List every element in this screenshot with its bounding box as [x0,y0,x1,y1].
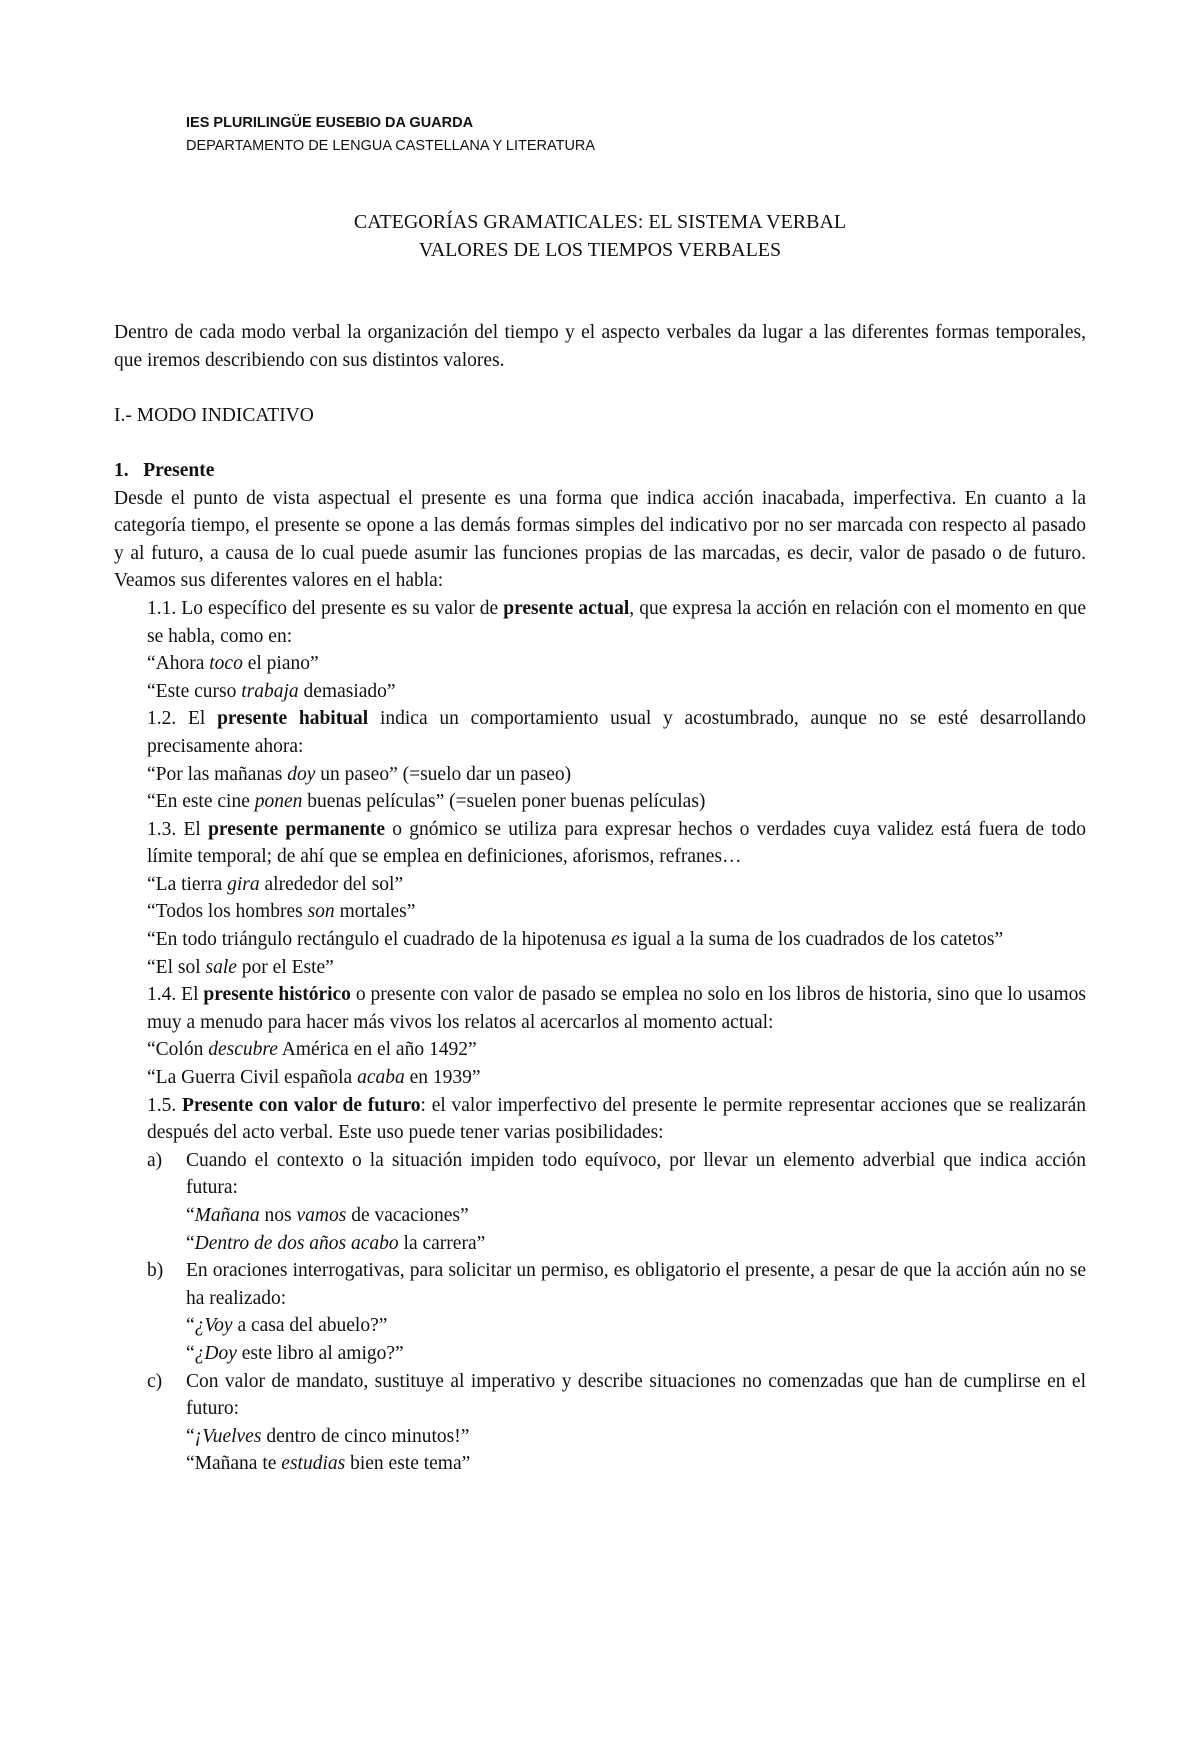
list-item [114,1147,1086,1202]
list-item [114,1257,1086,1312]
example: “El sol sale por el Este” [147,956,334,978]
example: “En este cine ponen buenas películas” (=suelen poner buenas películas) [147,791,706,813]
list-item-label: b) [147,1260,164,1282]
list-item-text: Cuando el contexto o la situación impiden todo equívoco, por llevar un elemento adverbial que indica acción futura: [186,1149,1086,1199]
term-presente-habitual: presente habitual [217,708,369,730]
subsection-heading [114,457,1086,485]
list-item-text: Con valor de mandato, sustituye al imperativo y describe situaciones no comenzadas que han de cumplirse en el futuro: [186,1370,1086,1420]
intro-paragraph: Dentro de cada modo verbal la organización del tiempo y el aspecto verbales da lugar a las diferentes formas temporales, que iremos describiendo con sus distintos valores. [114,322,1086,371]
presente-intro: Desde el punto de vista aspectual el presente es una forma que indica acción inacabada, imperfectiva. En cuanto a la categoría tiempo, el presente se opone a las demás formas simples del indicativo por no ser marcada con respecto al pasado y al futuro, a causa de lo cual puede asumir las funciones propias de las marcadas, es decir, valor de pasado o de futuro. Veamos sus diferentes valores en el habla: [114,487,1086,592]
title-line-1: CATEGORÍAS GRAMATICALES: EL SISTEMA VERBAL [353,211,847,233]
example: “Por las mañanas doy un paseo” (=suelo dar un paseo) [147,763,572,785]
example: “Mañana te estudias bien este tema” [186,1453,471,1475]
subsection-title: Presente [143,459,215,481]
example: “¿Voy a casa del abuelo?” [186,1315,388,1337]
school-name: IES PLURILINGÜE EUSEBIO DA GUARDA [186,115,474,131]
value-1-5: 1.5. Presente con valor de futuro: el valor imperfectivo del presente le permite representar acciones que se realizarán después del acto verbal. Este uso puede tener varias posibilidades: [147,1094,1087,1144]
term-presente-historico: presente histórico [203,984,351,1006]
example: “Mañana nos vamos de vacaciones” [186,1205,469,1226]
value-1-2: 1.2. El presente habitual indica un comportamiento usual y acostumbrado, aunque no se esté desarrollando precisamente ahora: [147,708,1087,757]
example: “Ahora toco el piano” [147,653,319,675]
document-body [114,319,1086,1478]
example: “Este curso trabaja demasiado” [147,680,396,702]
list-item-label: c) [147,1370,163,1392]
example: “¡Vuelves dentro de cinco minutos!” [186,1425,470,1447]
subsection-number: 1. [114,459,129,481]
section-heading: I.- MODO INDICATIVO [114,404,314,426]
example: “¿Doy este libro al amigo?” [186,1342,404,1364]
value-1-4: 1.4. El presente histórico o presente con valor de pasado se emplea no solo en los libros de historia, sino que lo usamos muy a menudo para hacer más vivos los relatos al acercarlos al momento actual: [147,984,1086,1033]
list-item-text: En oraciones interrogativas, para solicitar un permiso, es obligatorio el presente, a pesar de que la acción aún no se ha realizado: [186,1260,1086,1309]
example: “Todos los hombres son mortales” [147,901,416,923]
term-presente-permanente: presente permanente [208,818,386,840]
department-name: DEPARTAMENTO DE LENGUA CASTELLANA Y LITERATURA [186,138,596,154]
example: “Dentro de dos años acabo la carrera” [186,1232,486,1254]
list-item-label: a) [147,1149,163,1171]
example: “La tierra gira alrededor del sol” [147,873,404,895]
example: “La Guerra Civil española acaba en 1939” [147,1067,481,1089]
example: “Colón descubre América en el año 1492” [147,1039,477,1061]
list-item [114,1368,1086,1423]
document-title [114,208,1086,264]
value-1-3: 1.3. El presente permanente o gnómico se utiliza para expresar hechos o verdades cuya validez está fuera de todo límite temporal; de ahí que se emplea en definiciones, aforismos, refranes… [147,818,1086,868]
term-presente-actual: presente actual [503,597,630,619]
value-1-1: 1.1. Lo específico del presente es su valor de presente actual, que expresa la acción en relación con el momento en que se habla, como en: [147,597,1087,647]
term-presente-futuro: Presente con valor de futuro [182,1094,421,1116]
example: “En todo triángulo rectángulo el cuadrado de la hipotenusa es igual a la suma de los cuadrados de los catetos” [147,929,1004,951]
title-line-2: VALORES DE LOS TIEMPOS VERBALES [418,239,782,261]
